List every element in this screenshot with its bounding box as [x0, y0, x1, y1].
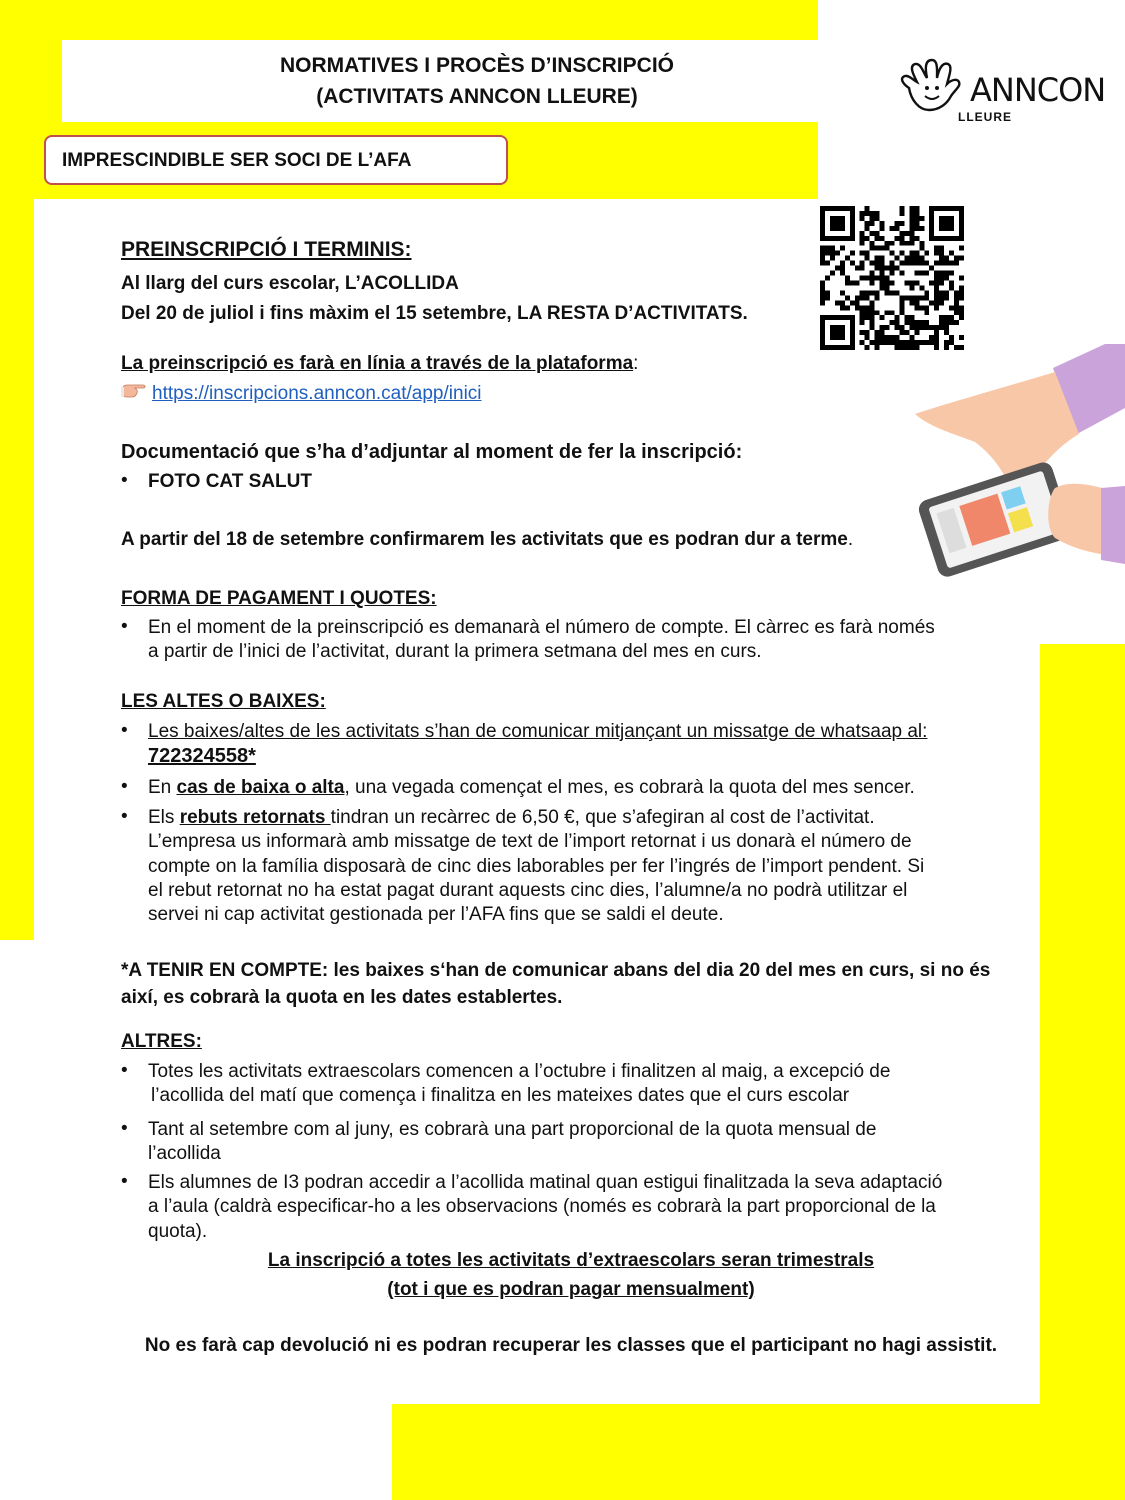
qr-code-icon [820, 206, 964, 350]
important-note-line-2: així, es cobrarà la quota en les dates establertes. [121, 987, 563, 1008]
altres-item-1 [148, 1060, 890, 1109]
preinscripcio-line-1: Al llarg del curs escolar, L’ACOLLIDA [121, 273, 459, 294]
pagament-title: FORMA DE PAGAMENT I QUOTES: [121, 588, 437, 609]
documentacio-title: Documentació que s’ha d’adjuntar al moment de fer la inscripció: [121, 441, 743, 463]
confirm-line [121, 528, 853, 552]
altes-item-3-line-5: servei ni cap activitat gestionada per l’AFA fins que se saldi el deute. [148, 904, 724, 926]
altes-item-3-line-1 [148, 806, 924, 830]
platform-intro-text: La preinscripció es farà en línia a través de la plataforma [121, 353, 634, 374]
altes-title: LES ALTES O BAIXES: [121, 691, 326, 712]
preinscripcio-title: PREINSCRIPCIÓ I TERMINIS: [121, 238, 412, 261]
bullet: • [121, 470, 128, 491]
logo-subtitle: LLEURE [958, 110, 1012, 124]
membership-badge-text: IMPRESCINDIBLE SER SOCI DE L’AFA [62, 150, 412, 171]
altres-item-3 [148, 1171, 942, 1244]
altes-item-2-c: , una vegada començat el mes, es cobrarà la quota del mes sencer. [344, 777, 915, 798]
footer-line-1: La inscripció a totes les activitats d’extraescolars seran trimestrals [267, 1250, 875, 1271]
altes-item-3 [148, 806, 924, 927]
altes-item-1 [148, 720, 927, 769]
altes-item-2-a: En [148, 777, 177, 798]
registration-link-wrapper [152, 382, 482, 406]
important-note [121, 957, 990, 1011]
altes-item-3-line-2: L’empresa us informarà amb missatge de text de l’import retornat i us donarà el número de [148, 831, 912, 853]
confirm-period: . [847, 529, 854, 550]
whatsapp-phone-number: 722324558* [148, 745, 256, 768]
altes-item-1-line-1: Les baixes/altes de les activitats s’han de comunicar mitjançant un missatge de whatsaap al: [148, 721, 928, 742]
platform-intro [121, 352, 638, 376]
bullet: • [121, 1118, 128, 1139]
registration-link[interactable]: https://inscripcions.anncon.cat/app/inici [152, 383, 482, 404]
bullet: • [121, 776, 128, 797]
page-title [62, 50, 892, 112]
yellow-background-bottom [392, 1404, 1125, 1500]
bullet: • [121, 806, 128, 827]
altres-item-3-line-3: quota). [148, 1220, 208, 1242]
altes-item-3-line-3: compte on la família disposarà de cinc dies laborables per fer l’ingrés de l’import pendent. Si [148, 855, 925, 877]
pagament-item-1-line-1: En el moment de la preinscripció es demanarà el número de compte. El càrrec es farà només [148, 617, 935, 638]
altres-item-1-line-1: Totes les activitats extraescolars comencen a l’octubre i finalitzen al maig, a excepció de [148, 1061, 891, 1082]
bullet: • [121, 1060, 128, 1081]
altes-item-2 [148, 776, 915, 800]
hand-tablet-illustration [905, 338, 1125, 588]
altres-item-3-line-2: a l’aula (caldrà especificar-ho a les observacions (només es cobrarà la part proporcional de la [148, 1196, 936, 1218]
documentacio-item-1: FOTO CAT SALUT [148, 471, 312, 492]
pagament-item-1-line-2: a partir de l’inici de l’activitat, durant la primera setmana del mes en curs. [148, 641, 762, 663]
altres-item-2 [148, 1118, 876, 1167]
altres-item-2-line-2: l’acollida [148, 1143, 221, 1165]
title-line-1: NORMATIVES I PROCÈS D’INSCRIPCIÓ [280, 54, 674, 77]
yellow-background-right [1040, 644, 1125, 1404]
platform-intro-colon: : [633, 353, 639, 374]
bullet: • [121, 720, 128, 741]
altes-item-2-b: cas de baixa o alta [176, 777, 345, 798]
preinscripcio-line-2: Del 20 de juliol i fins màxim el 15 setembre, LA RESTA D’ACTIVITATS. [121, 303, 748, 324]
footer-line-3: No es farà cap devolució ni es podran recuperar les classes que el participant no hagi assistit. [144, 1335, 998, 1356]
confirm-text: A partir del 18 de setembre confirmarem les activitats que es podran dur a terme [121, 529, 848, 550]
pointing-hand-icon [121, 382, 149, 400]
important-note-line-1: *A TENIR EN COMPTE: les baixes s‘han de comunicar abans del dia 20 del mes en curs, si no és [121, 960, 991, 981]
logo-wordmark: ANNCON [970, 71, 1106, 109]
altes-item-3-b: rebuts retornats [179, 807, 331, 828]
bullet: • [121, 1171, 128, 1192]
altes-item-3-a: Els [148, 807, 180, 828]
altes-item-3-c: tindran un recàrrec de 6,50 €, que s’afegiran al cost de l’activitat. [330, 807, 875, 828]
altres-item-2-line-1: Tant al setembre com al juny, es cobrarà una part proporcional de la quota mensual de [148, 1119, 877, 1140]
pagament-item-1 [148, 616, 935, 665]
altres-title: ALTRES: [121, 1031, 202, 1052]
altes-item-3-line-4: el rebut retornat no ha estat pagat durant aquests cinc dies, l’alumne/a no podrà utilitzar el [148, 879, 908, 901]
footer-line-2: (tot i que es podran pagar mensualment) [387, 1279, 755, 1300]
bullet: • [121, 616, 128, 637]
altres-item-1-line-2: l’acollida del matí que comença i finalitza en les mateixes dates que el curs escolar [151, 1085, 850, 1107]
altres-item-3-line-1: Els alumnes de I3 podran accedir a l’acollida matinal quan estigui finalitzada la seva adaptació [148, 1172, 943, 1193]
title-line-2: (ACTIVITATS ANNCON LLEURE) [316, 85, 638, 108]
